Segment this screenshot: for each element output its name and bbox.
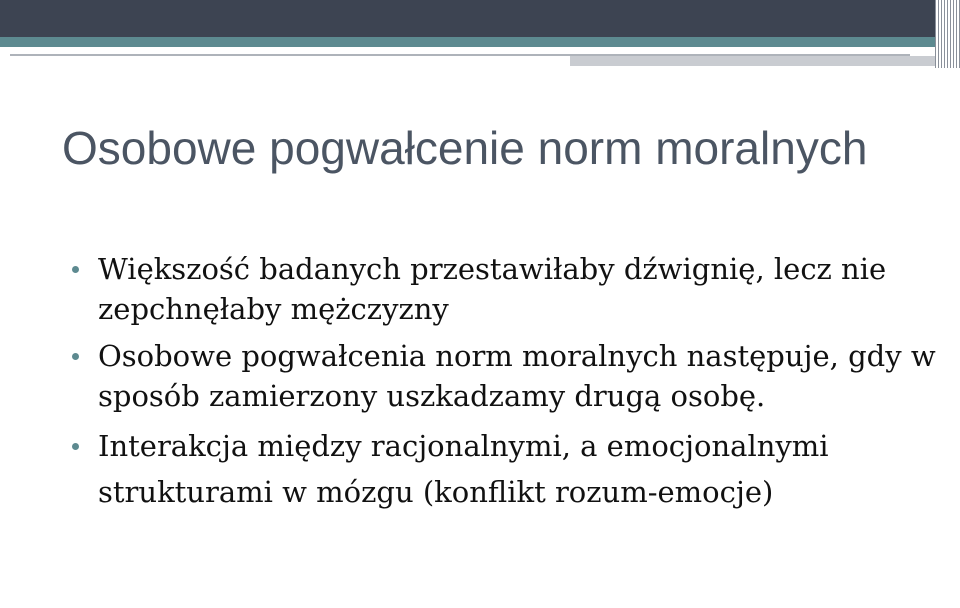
bullet-list xyxy=(72,249,942,522)
slide-title: Osobowe pogwałcenie norm moralnych xyxy=(62,122,868,174)
header-grey-band xyxy=(570,56,935,66)
bullet-dot-icon xyxy=(72,353,79,360)
bullet-item xyxy=(72,336,942,416)
header-teal-band xyxy=(0,37,935,47)
header-stripes xyxy=(935,0,960,68)
bullet-text: Osobowe pogwałcenia norm moralnych następuje, gdy w sposób zamierzony uszkadzamy drugą osobę. xyxy=(98,339,936,413)
header-dark-band xyxy=(0,0,935,37)
bullet-dot-icon xyxy=(72,443,79,450)
bullet-dot-icon xyxy=(72,266,79,273)
bullet-text: Większość badanych przestawiłaby dźwignię, lecz nie zepchnęłaby mężczyzny xyxy=(98,252,887,326)
bullet-text: Interakcja między racjonalnymi, a emocjonalnymi strukturami w mózgu (konflikt rozum-emocje) xyxy=(98,429,829,509)
bullet-item xyxy=(72,423,942,515)
bullet-item xyxy=(72,249,942,329)
header-decoration xyxy=(0,0,960,68)
